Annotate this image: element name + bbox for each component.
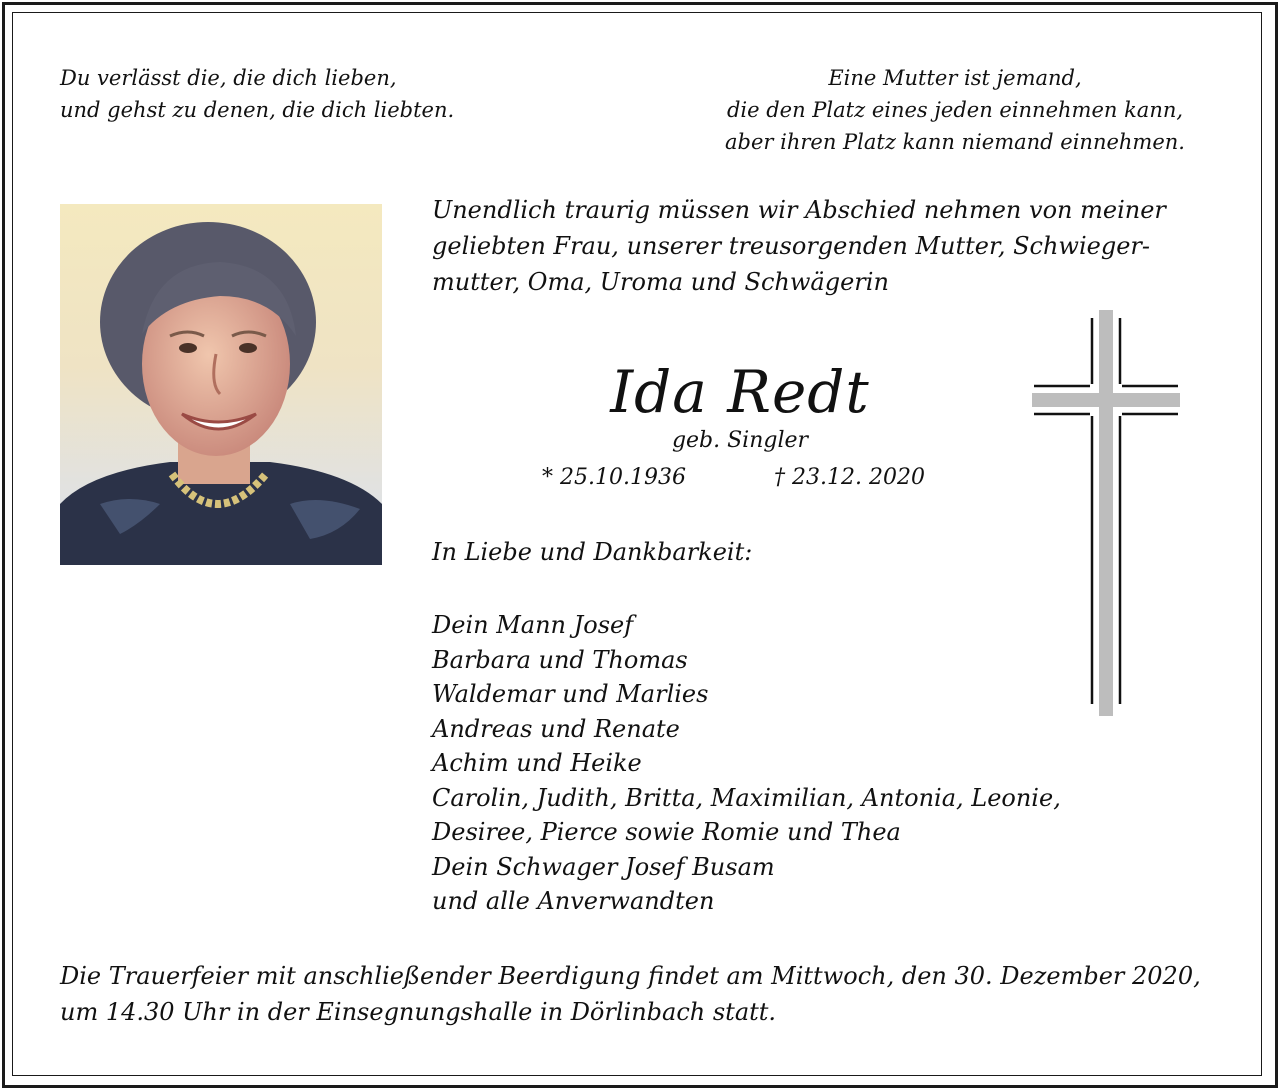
- family-member: Achim und Heike: [432, 749, 642, 777]
- funeral-service-info: [60, 958, 1240, 1030]
- quote-left-line: und gehst zu denen, die dich liebten.: [60, 98, 455, 122]
- family-member: Andreas und Renate: [432, 714, 680, 743]
- announcement-line: Unendlich traurig müssen wir Abschied nehmen von meiner: [432, 196, 1166, 224]
- family-member: Waldemar und Marlies: [432, 680, 709, 708]
- quote-right-line: aber ihren Platz kann niemand einnehmen.: [725, 130, 1185, 154]
- family-member: Barbara und Thomas: [432, 645, 688, 674]
- announcement: [432, 192, 1232, 300]
- quote-left: [60, 62, 620, 126]
- quote-right: [660, 62, 1250, 158]
- family-member: Dein Schwager Josef Busam: [432, 852, 775, 881]
- announcement-line: mutter, Oma, Uroma und Schwägerin: [432, 268, 889, 296]
- quote-left-line: Du verlässt die, die dich lieben,: [60, 66, 397, 90]
- maiden-name: geb. Singler: [671, 428, 809, 453]
- service-line: um 14.30 Uhr in der Einsegnungshalle in Dörlinbach statt.: [60, 998, 777, 1026]
- family-member: Desiree, Pierce sowie Romie und Thea: [432, 818, 901, 846]
- dedication: In Liebe und Dankbarkeit:: [432, 538, 753, 566]
- announcement-line: geliebten Frau, unserer treusorgenden Mutter, Schwieger-: [432, 232, 1150, 260]
- quote-right-line: Eine Mutter ist jemand,: [828, 66, 1082, 90]
- family-member: Carolin, Judith, Britta, Maximilian, Antonia, Leonie,: [432, 783, 1061, 812]
- family-member: Dein Mann Josef: [432, 611, 634, 639]
- service-line: Die Trauerfeier mit anschließender Beerdigung findet am Mittwoch, den 30. Dezember 2020,: [60, 962, 1201, 990]
- portrait-photo: [60, 204, 382, 565]
- family-list: [432, 608, 1232, 919]
- death-date: † 23.12. 2020: [774, 465, 925, 490]
- deceased-name: Ida Redt: [610, 358, 870, 426]
- quote-right-line: die den Platz eines jeden einnehmen kann,: [726, 98, 1184, 122]
- family-member: und alle Anverwandten: [432, 887, 715, 915]
- birth-date: * 25.10.1936: [542, 465, 686, 490]
